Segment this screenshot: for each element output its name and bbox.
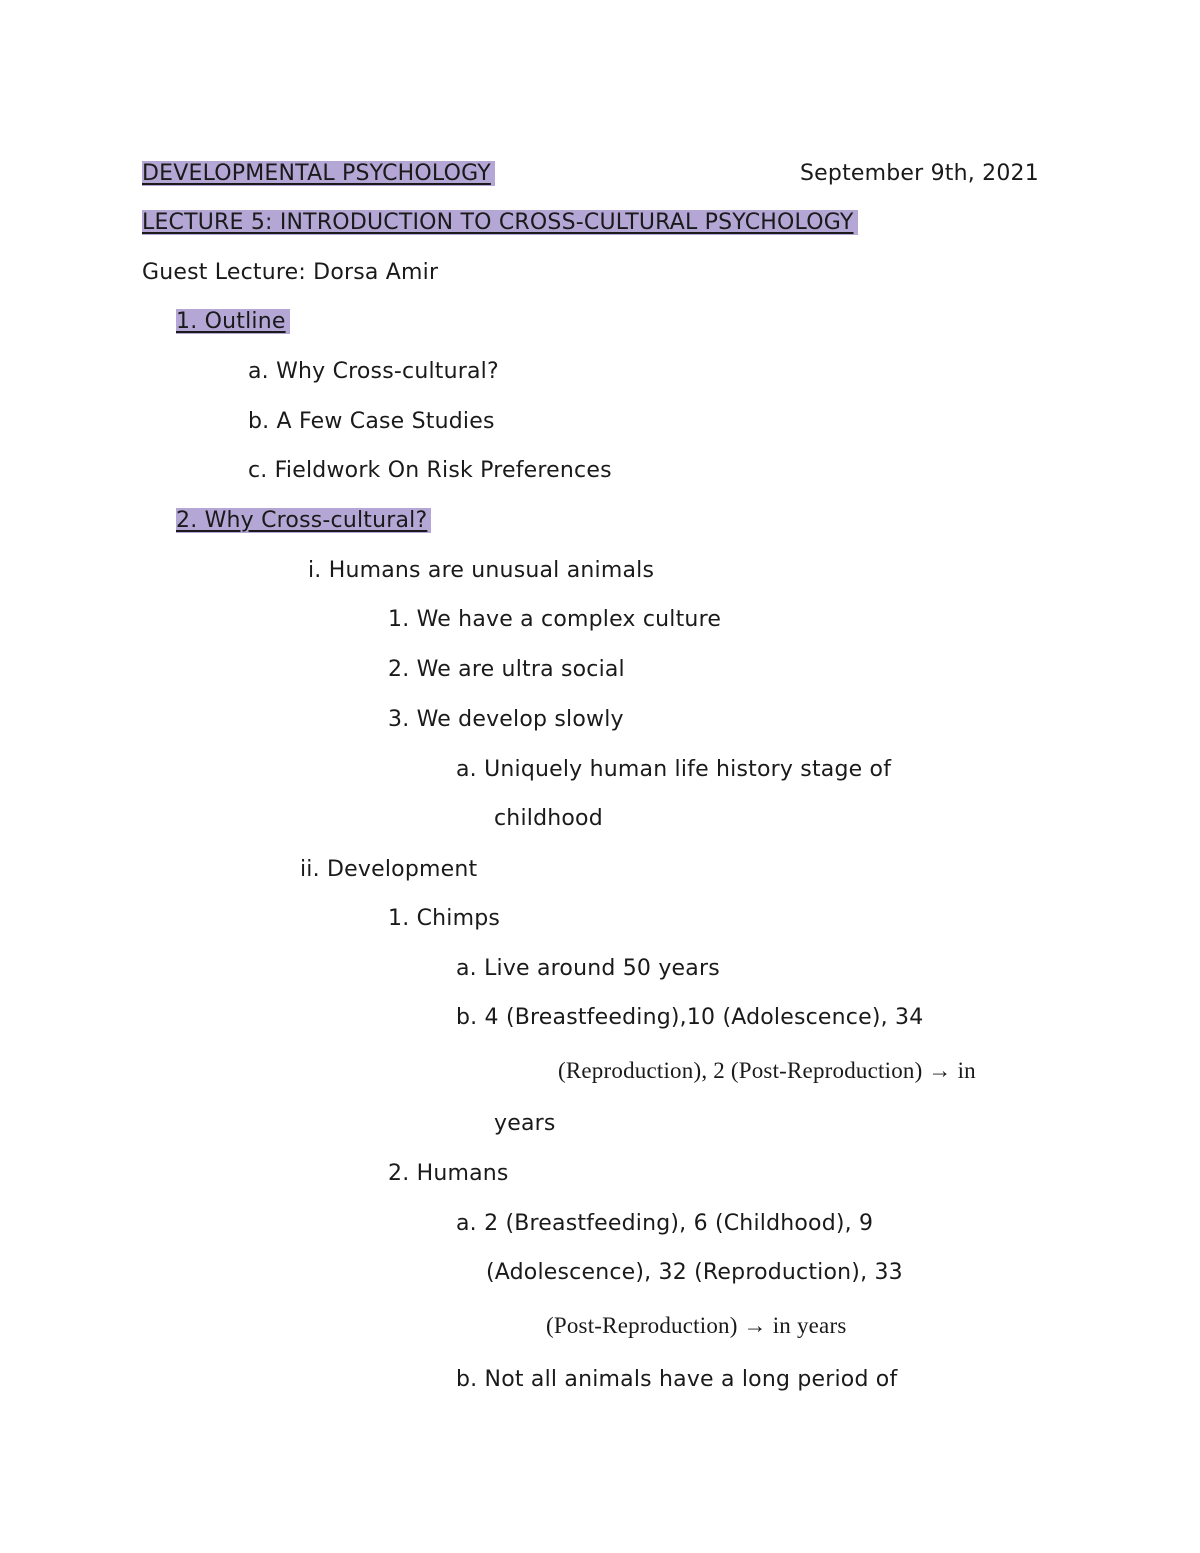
lecture-date: September 9th, 2021 (800, 161, 1039, 186)
humans: 2. Humans (388, 1161, 509, 1186)
chimps-a: a. Live around 50 years (456, 956, 720, 981)
childhood-line-2: childhood (494, 806, 603, 831)
humans-b-line-1: b. Not all animals have a long period of (456, 1367, 898, 1392)
humans-a-line-1: a. 2 (Breastfeeding), 6 (Childhood), 9 (456, 1211, 874, 1236)
humans-a-line-3: (Post-Reproduction) → in years (546, 1313, 847, 1338)
outline-item: b. A Few Case Studies (248, 409, 495, 434)
humans-a-line-2: (Adolescence), 32 (Reproduction), 33 (486, 1260, 903, 1285)
outline-heading-line (176, 307, 290, 337)
chimps-b-line-3: years (494, 1111, 556, 1136)
unusual-item: 2. We are ultra social (388, 657, 625, 682)
why-heading: 2. Why Cross-cultural? (176, 508, 431, 533)
chimps-b-line-1: b. 4 (Breastfeeding),10 (Adolescence), 34 (456, 1005, 924, 1030)
lecture-title-line (142, 208, 858, 238)
unusual-item: 3. We develop slowly (388, 707, 624, 732)
why-heading-line (176, 506, 431, 536)
unusual-item: 1. We have a complex culture (388, 607, 722, 632)
course-title-line (142, 159, 495, 189)
childhood-line-1: a. Uniquely human life history stage of (456, 757, 892, 782)
outline-item: a. Why Cross-cultural? (248, 359, 499, 384)
lecture-title: LECTURE 5: INTRODUCTION TO CROSS-CULTURAL PSYCHOLOGY (142, 210, 858, 235)
humans-unusual: i. Humans are unusual animals (308, 558, 655, 583)
outline-item: c. Fieldwork On Risk Preferences (248, 458, 612, 483)
outline-heading: 1. Outline (176, 309, 290, 334)
course-title: DEVELOPMENTAL PSYCHOLOGY (142, 161, 495, 186)
development: ii. Development (300, 857, 478, 882)
guest-lecture: Guest Lecture: Dorsa Amir (142, 260, 439, 285)
chimps-b-line-2: (Reproduction), 2 (Post-Reproduction) → in (558, 1058, 976, 1083)
chimps: 1. Chimps (388, 906, 501, 931)
